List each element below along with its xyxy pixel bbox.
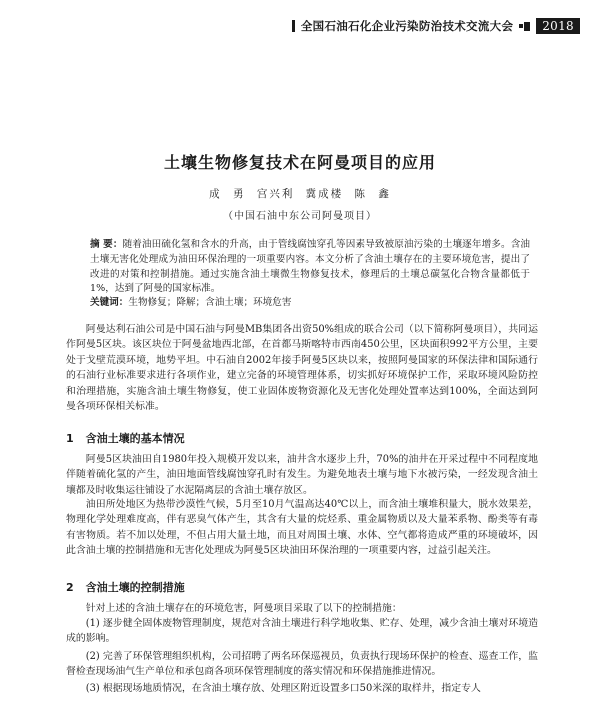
section-2-intro: 针对上述的含油土壤存在的环境危害，阿曼项目采取了以下的控制措施：: [85, 603, 402, 614]
keywords: [90, 296, 530, 310]
section-2-heading: [66, 579, 185, 595]
paper-title: 土壤生物修复技术在阿曼项目的应用: [163, 153, 436, 172]
section-2-title: 含油土壤的控制措施: [85, 581, 185, 594]
keywords-label: 关键词：: [90, 297, 129, 308]
section-1-number: 1: [66, 432, 74, 445]
section-1-paragraph-2: 油田所处地区为热带沙漠性气候，5月至10月气温高达40℃以上，而含油土壤堆积量大，脱水效果差，物理化学处理难度高，伴有恶臭气体产生，其含有大量的烷烃系、重金属物质以及大量苯系物、酚类等有毒有害物质。若不加以处理，不但占用大量土地，而且对周围土壤、水体、空气都将造成严重的环境破坏，因此含油土壤的控制措施和无害化处理成为阿曼5区块油田环保治理的一项重要内容，过益引起关注。: [66, 499, 538, 557]
keywords-text: 生物修复；降解；含油土壤；环境危害: [128, 297, 292, 308]
abstract-label: 摘 要：: [90, 239, 123, 250]
section-2-item-3: (3) 根据现场地质情况，在含油土壤存放、处理区附近设置多口50米深的取样井，指定专人: [85, 683, 481, 694]
abstract: [90, 238, 530, 297]
section-2-item-2: (2) 完善了环保管理组织机构，公司招聘了两名环保巡视员，负责执行现场环保护的检查、巡查工作，监督检查现场油气生产单位和承包商各项环保管理制度的落实情况和环保措施推进情况。: [66, 651, 538, 678]
intro-paragraph: 阿曼达利石油公司是中国石油与阿曼MB集团各出资50%组成的联合公司（以下简称阿曼项目），共同运作阿曼5区块。该区块位于阿曼盆地西北部，在首都马斯喀特市西南450公里，区块面积992平方公里，主要处于戈壁荒漠环境，地势平坦。中石油自2002年接手阿曼5区块以来，按照阿曼国家的环保法律和国际通行的石油行业标准要求进行各项作业，建立完备的环境管理体系，切实抓好环境保护工作，采取环境风险防控和治理措施，实施含油土壤生物修复，使工业固体废物资源化及无害化处理处置率达到100%，全面达到阿曼各项环保相关标准。: [66, 324, 538, 413]
year-badge: 2018: [536, 18, 580, 34]
section-2-number: 2: [66, 581, 74, 594]
header-bar-icon: [292, 20, 295, 32]
conference-name: 全国石油石化企业污染防治技术交流大会: [300, 19, 514, 33]
section-1-title: 含油土壤的基本情况: [85, 432, 185, 445]
affiliation: （中国石油中东公司阿曼项目）: [223, 211, 377, 222]
section-1-heading: [66, 430, 185, 446]
abstract-text: 随着油田硫化氢和含水的升高，由于管线腐蚀穿孔等因素导致被原油污染的土壤逐年增多。含油土壤无害化处理成为油田环保治理的一项重要内容。本文分析了含油土壤存在的主要环境危害，提出了改进的对策和控制措施。通过实施含油土壤微生物修复技术，修理后的土壤总碳氢化合物含量都低于1%，达到了阿曼的国家标准。: [90, 239, 530, 295]
author-list: 成 勇 宫兴利 冀成楼 陈 鑫: [209, 188, 391, 200]
section-1-paragraph-1: 阿曼5区块油田自1980年投入规模开发以来，油井含水逐步上升，70%的油井在开采过程中不同程度地伴随着硫化氢的产生，油田地面管线腐蚀穿孔时有发生。为避免地表土壤与地下水被污染，一经发现含油土壤都及时收集运往铺设了水泥隔离层的含油土壤存放区。: [66, 454, 538, 496]
section-2-item-1: (1) 逐步健全固体废物管理制度，规范对含油土壤进行科学地收集、贮存、处理，减少含油土壤对环境造成的影响。: [66, 618, 538, 645]
header-square-icon: [519, 22, 530, 31]
running-header: [292, 18, 580, 34]
